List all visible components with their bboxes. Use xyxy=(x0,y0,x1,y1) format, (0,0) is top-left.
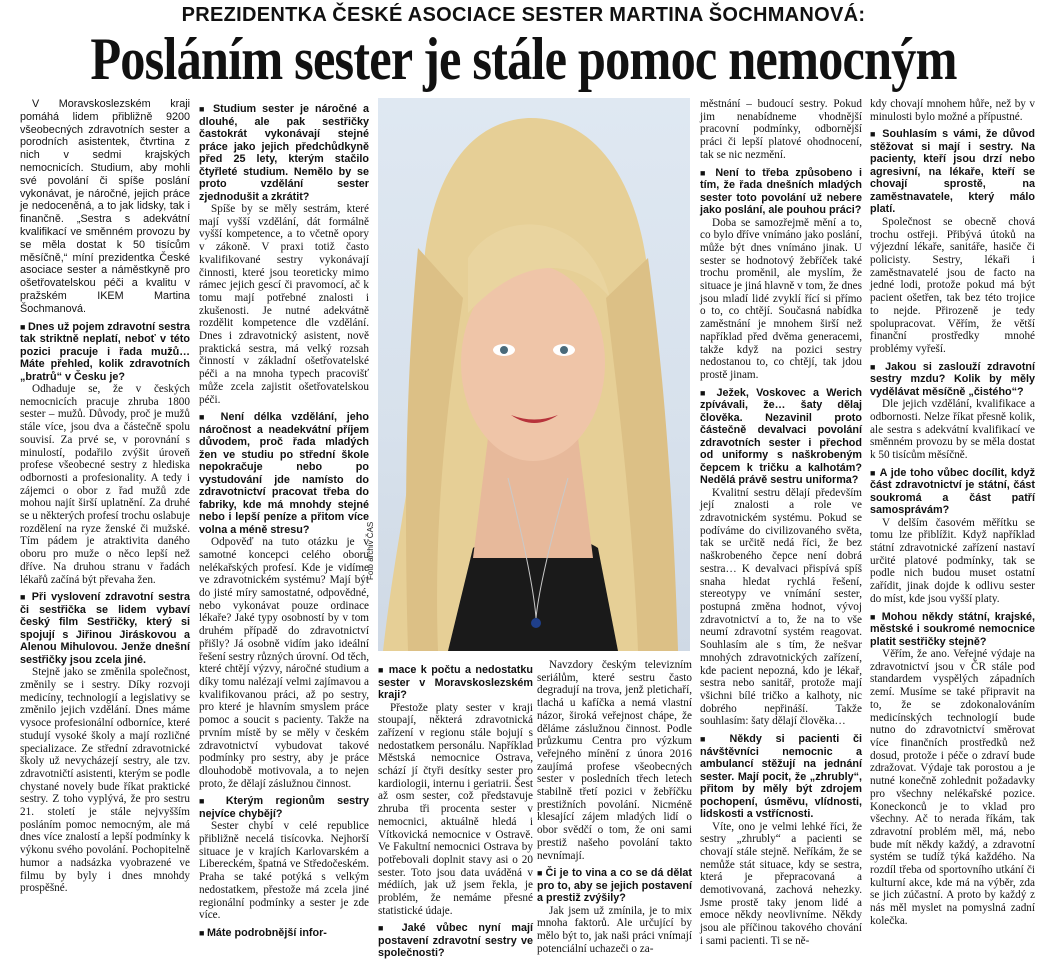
question-paragraph: ■ Mohou někdy státní, krajské, městské i soukromé nemocnice platit sestřičky stejně? xyxy=(870,611,1035,649)
answer-paragraph: Přestože platy sester v kraji stoupají, některá zdravotnická zařízení v regionu stále bojují s nedostatkem personálu. Například Městská nemocnice Ostrava, schází jí čtyři desítky sester pro kardiologii, internu i geriatrii. Šest až osm sester, což představuje zhruba tři procenta sester v nemocnici, aktuálně hledá i Vítkovická nemocnice v Ostravě. Ve Fakultní nemocnici Ostrava by potřebovali doplnit stavy asi o 20 sester. Toto jsou data uváděná v médiích, jak už jsem řekla, je problém, že nemáme přesné statistické údaje. xyxy=(378,701,533,917)
question-paragraph: ■ Není délka vzdělání, jeho náročnost a neadekvátní příjem důvodem, proč řada mladých žen ve studiu po střední škole nepokračuje nebo po vystudování jde namísto do zdravotnictví pracovat třeba do fabriky, kde má mnohdy stejné nebo i lepší peníze a přitom více volna a méně stresu? xyxy=(199,411,369,536)
question-paragraph: ■ Ježek, Voskovec a Werich zpívávali, že… šaty dělaj člověka. Nezavinil proto částečně devalvaci povolání zdravotních sester i přechod od uniformy s naškrobeným čepcem k tričku a kalhotám? Nedělá právě sestru uniforma? xyxy=(700,387,862,487)
question-paragraph: ■ Dnes už pojem zdravotní sestra tak striktně neplatí, neboť v této pozici pracuje i řada mužů… Máte přehled, kolik zdravotních „bratrů“ v Česku je? xyxy=(20,321,190,384)
answer-paragraph: Doba se samozřejmě mění a to, co bylo dříve vnímáno jako poslání, může být dnes vnímáno jinak. U sester se hodnotový žebříček také trochu proměnil, ale myslím, že situace je jiná hlavně v tom, že dnes jsou mladí lidé zvyklí řící si přímo o to, co chtějí. Současná nabídka zaměstnání je mnohem širší než například před dvěma generacemi, takže když na pozici sestry nedostanou to, co chtějí, tak jdou prostě jinam. xyxy=(700,216,862,381)
answer-paragraph: Odhaduje se, že v českých nemocnicích pracuje zhruba 1800 sester – mužů. Důvody, proč je mužů stále více, jsou dva a částečně spolu souvisí. Za prvé se, v porovnání s minulostí, podařilo zvýšit úroveň profese všeobecné sestry z hlediska odbornosti a profesionality. A tedy i zájemci o obor z řad mužů zde mohou najít širší uplatnění. Za druhé se u některých profesí trochu oslabuje rozdělení na ryze ženské či mužské. Tím pádem je atraktivita daného oboru pro muže o něco lepší než dříve. Na druhou stranu v řadách lékařů začíná být převaha žen. xyxy=(20,383,190,586)
answer-paragraph: městnání – budoucí sestry. Pokud jim nenabídneme vhodnější pracovní podmínky, odbornější práci či lepší platové ohodnocení, tak se nic nezmění. xyxy=(700,98,862,161)
answer-paragraph: Navzdory českým televizním seriálům, které sestru často degradují na trova, jenž pletichaří, tlachá u kafíčka a nemá vlastní názor, široká veřejnost chápe, že děláme záslužnou činnost. Podle průzkumu Centra pro výzkum veřejného mínění z února 2016 zaujímá profese všeobecných sester v posledních třech letech stabilně třetí pozici v žebříčku prestižních povolání. Nicméně klesající zájem mladých lidí o obor svědčí o tom, že oni sami prestiž našeho povolání takto nevnímají. xyxy=(537,659,692,862)
headline: Posláním sester je stále pomoc nemocným xyxy=(90,26,957,92)
answer-paragraph: Věřím, že ano. Veřejné výdaje na zdravotnictví jsou v ČR stále pod standardem vyspělých západních zemí. Musíme se také připravit na to, že se zdokonalováním medicínských technologií bude nutno do zdravotnictví směrovat více finančních prostředků než dosud, protože i péče o zdraví bude zdražovat. Výdaje tak porostou a je nutné konečně zohlednit požadavky pro všechny nelékařské pozice. Koneckonců je to vklad pro všechny. Ač to nerada říkám, tak zdravotní problém měl, má, nebo bude mít někdy každý, a zdravotní systém se tudíž týká každého. Na rozdíl třeba od sportovního utkání či kulturní akce, kde má na výběr, zda se jich zúčastní. A proto by každý z nás měl myslet na pomyslná zadní kolečka. xyxy=(870,648,1035,927)
question-paragraph: ■ Někdy si pacienti či návštěvníci nemocnic a ambulancí stěžují na jednání sester. Mají pocit, že „zhrubly“, přitom by měly být zdrojem pochopení, úsměvu, vlídnosti, lidskosti a vstřícnosti. xyxy=(700,733,862,821)
question-paragraph: ■ Souhlasím s vámi, že důvod stěžovat si mají i sestry. Na pacienty, kteří jsou drzí nebo agresivní, na lékaře, kteří se chovají sprostě, na zaměstnavatele, který málo platí. xyxy=(870,128,1035,216)
answer-paragraph: V delším časovém měřítku se tomu lze přiblížit. Když například státní zdravotnické zařízení nastaví určité platové podmínky, tak se podle nich budou muset ostatní zařídit, jinak dojde k odlivu sester do míst, kde jsou vyšší platy. xyxy=(870,516,1035,605)
answer-paragraph: Spíše by se měly sestrám, které mají vyšší vzdělání, dát formálně vyšší kompetence, a to včetně opory v zákoně. V praxi totiž často kvalifikované sestry vykonávají činnosti, které jsou teoreticky mimo rámec jejich gescí či pravomocí, ač k tomu mají potřebné znalosti i zkušenosti. Je nutné adekvátně rozdělit kompetence dle vzdělání. Dnes i zdravotnický asistent, nově praktická sestra, má velký rozsah činností v základní ošetřovatelské péči a na mnoha typech pracovišť může zcela zajistit ošetřovatelskou péči. xyxy=(199,203,369,406)
column-3 xyxy=(378,659,534,960)
question-paragraph: ■ Jakou si zaslouží zdravotní sestry mzdu? Kolik by měly vydělávat měsíčně „čistého“? xyxy=(870,361,1035,399)
question-paragraph: ■ Či je to vina a co se dá dělat pro to, aby se jejich postavení a prestiž zvýšily? xyxy=(537,867,692,905)
answer-paragraph: Stejně jako se změnila společnost, změnily se i sestry. Díky rozvoji medicíny, technologií a legislativy se změnilo jejich vzdělání. Dnes máme vysoce profesionální odborníce, které studují vysoké školy a mají rozličné specializace. Ze střední zdravotnické školy už nevycházejí sestry, ale tzv. zdravotničtí asistenti, kterým se podle chystané novely bude říkat praktické sestry. Z toho vyplývá, že pro sestru 21. století je stále nejvyšším posláním pomoc nemocným, ale má dnes více znalostí a lepší podmínky k výkonu svého povolání. Pochopitelně humor a nadsázka vyobrazené ve filmu by byly i dnes mnohdy prospěšné. xyxy=(20,666,190,895)
answer-paragraph: Odpověď na tuto otázku je v samotné koncepci celého oboru nelékařských profesí. Kde je vidíme ve zdravotnickém systému? Mají být do jisté míry samostatné, odpovědné, nebo vykonávat pouze ordinace lékaře? Jaké typy osobností by v tom druhém případě do zdravotnictví přišly? Já osobně vidím jako ideální řešení sestry různých úrovní. Od těch, které chtějí výzvy, náročné studium a díky tomu nalézají velmi zajímavou a kvalifikovanou práci, až po sestry, pro které je hlavním smyslem práce pomoc a soucit s pacienty. Takže na prvním místě by se měly v českém zdravotnictví vybudovat takové podmínky pro sestry, aby je práce dlouhodobě motivovala, a to nejen proto, že dělají záslužnou činnost. xyxy=(199,536,369,790)
column-4 xyxy=(537,659,692,955)
question-paragraph: ■ Kterým regionům sestry nejvíce chybějí? xyxy=(199,795,369,820)
answer-paragraph: Jak jsem už zmínila, je to mix mnoha faktorů. Ale určující by mělo být to, jak naši práci vnímají potenciální uchazeči o za- xyxy=(537,904,692,955)
answer-paragraph: Kvalitní sestru dělají především její znalosti a role ve zdravotnickém systému. Pokud se podíváme do civilizovaného světa, tak se určitě nedá říci, že bez naškrobeného čepce není dobrá sestra… K devalvaci přispívá spíš snaha hledat rychlá řešení, stereotypy ve vnímání sester, postupná změna hodnot, vývoj zdravotnictví a to, že na to vše neumí zdravotní systém reagovat. Souhlasím ale s tím, že nešvar mnohých zdravotnických zařízení, kde pacient nepozná, kdo je lékař, sestra nebo sanitář, protože mají všichni bílé tričko a kalhoty, nic dobrého nepřináší. Takže souhlasím: šaty dělají člověka… xyxy=(700,486,862,728)
column-6 xyxy=(870,98,1035,948)
portrait-illustration xyxy=(378,98,690,651)
question-paragraph: ■ Není to třeba způsobeno i tím, že řada dnešních mladých sester toto povolání už nebere jako poslání, ale pouhou práci? xyxy=(700,167,862,217)
portrait-photo xyxy=(378,98,690,651)
answer-paragraph: Dle jejich vzdělání, kvalifikace a odbornosti. Nelze říkat přesně kolik, ale sestra s adekvátní kvalifikací ve směnném provozu by se měla dostat k 50 tisícům měsíčně. xyxy=(870,398,1035,461)
column-5 xyxy=(700,98,862,948)
answer-paragraph: kdy chovají mnohem hůře, než by v minulosti bylo možné a přípustné. xyxy=(870,98,1035,123)
answer-paragraph: Sester chybí v celé republice přibližně necelá tisícovka. Nejhorší situace je v krajích Karlovarském a Libereckém, špatná ve Středočeském. Praha se také potýká s velkým nedostatkem, přestože má zcela jiné regionální podmínky a sester je zde více. xyxy=(199,820,369,922)
question-paragraph: ■ mace k počtu a nedostatku sester v Moravskoslezském kraji? xyxy=(378,664,533,702)
question-paragraph: ■ Jaké vůbec nyní mají postavení zdravotní sestry ve společnosti? xyxy=(378,922,533,960)
column-1 xyxy=(20,98,190,948)
question-paragraph: ■ A jde toho vůbec docílit, když část zdravotnictví je státní, část soukromá a část patří samosprávám? xyxy=(870,467,1035,517)
answer-paragraph: Víte, ono je velmi lehké říci, že sestry „zhrubly“ a pacienti se chovají stále stejně. Neříkám, že se nemůže stát situace, kdy se sestra, která je přepracovaná a demotivovaná, zachová nehezky. Jsme prostě taky jenom lidé a emoce někdy neovlivníme. Někdy jsou ale příčinou takového chování i sami pacienti. Ti se ně- xyxy=(700,820,862,947)
column-2 xyxy=(199,98,369,948)
column-1-body xyxy=(20,321,190,895)
lead-paragraph: V Moravskoslezském kraji pomáhá lidem přibližně 9200 všeobecných zdravotních sester a porodních asistentek, čtvrtina z nich v sedmi krajských nemocnicích. Studium, aby mohli své povolání či spíše poslání vykonávat, je náročné, jejich práce je nedoceněná, a to jak lidsky, tak i finančně. „Sestra s adekvátní kvalifikací ve směnném provozu by se měla dostat k 50 tisícům měsíčně,“ míní prezidentka České asociace sester a náměstkyně pro ošetřovatelskou péči a kvalitu v pražském IKEM Martina Šochmanová. xyxy=(20,98,190,315)
question-paragraph: ■ Studium sester je náročné a dlouhé, ale pak sestřičky častokrát vykonávají stejné práce jako jejich předchůdkyně před 25 lety, kterým stačilo čtyřleté studium. Nemělo by se proto vzdělání sester zjednodušit a zkrátit? xyxy=(199,103,369,203)
kicker: PREZIDENTKA ČESKÉ ASOCIACE SESTER MARTINA ŠOCHMANOVÁ: xyxy=(181,4,866,26)
question-paragraph: ■ Při vyslovení zdravotní sestra či sestřička se lidem vybaví český film Sestřičky, který si spojují s Jiřinou Jiráskovou a Alenou Mihulovou. Jenže dnešní sestřičky jsou zcela jiné. xyxy=(20,591,190,666)
photo-credit: Foto archiv ČAS xyxy=(366,521,375,580)
answer-paragraph: Společnost se obecně chová trochu ostřeji. Přibývá útoků na výjezdní lékaře, sanitáře, hasiče či policisty. Sestry, lékaři i zaměstnavatelé jsou de facto na jedné lodi, protože pokud má být pacient ošetřen, tak bez této trojice to nejde. Přirozeně je tedy spolupracovat. Věřím, že větší finanční prostředky mnohé problémy vyřeší. xyxy=(870,215,1035,355)
question-paragraph: ■ Máte podrobnější infor- xyxy=(199,927,369,940)
